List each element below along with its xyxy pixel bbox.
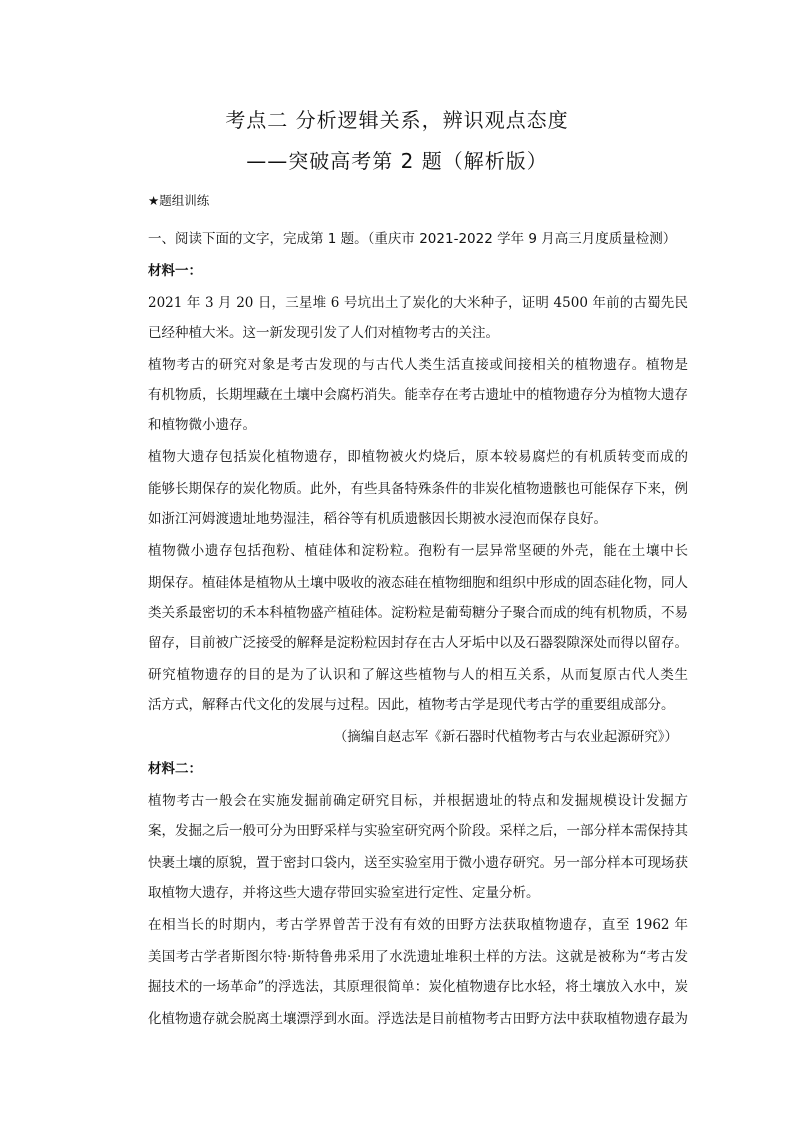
material2-line: 植物考古一般会在实施发掘前确定研究目标，并根据遗址的特点和发掘规模设计发掘方 <box>148 793 688 809</box>
material2-line: 快裹土壤的原貌，置于密封口袋内，送至实验室用于微小遗存研究。另一部分样本可现场获 <box>148 855 688 871</box>
material1-line: 留存，目前被广泛接受的解释是淀粉粒因封存在古人牙垢中以及石器裂隙深处而得以留存。 <box>148 635 688 651</box>
material1-line: 类关系最密切的禾本科植物盛产植硅体。淀粉粒是葡萄糖分子聚合而成的纯有机物质，不易 <box>148 605 688 621</box>
material2-line: 取植物大遗存，并将这些大遗存带回实验室进行定性、定量分析。 <box>148 885 540 901</box>
question-intro: 一、阅读下面的文字，完成第 1 题。（重庆市 2021-2022 学年 9 月高三月度质量检测） <box>148 231 677 247</box>
material2-line: 掘技术的一场革命”的浮选法，其原理很简单：炭化植物遗存比水轻，将土壤放入水中，炭 <box>148 979 688 995</box>
material1-line: 研究植物遗存的目的是为了认识和了解这些植物与人的相互关系，从而复原古代人类生 <box>148 667 688 683</box>
page-title: 考点二 分析逻辑关系，辨识观点态度 <box>225 108 569 132</box>
material1-line: 活方式，解释古代文化的发展与过程。因此，植物考古学是现代考古学的重要组成部分。 <box>148 697 675 713</box>
section-label: ★题组训练 <box>148 193 210 208</box>
material1-line: 能够长期保存的炭化物质。此外，有些具备特殊条件的非炭化植物遗骸也可能保存下来，例 <box>148 481 688 497</box>
material2-line: 化植物遗存就会脱离土壤漂浮到水面。浮选法是目前植物考古田野方法中获取植物遗存最为 <box>148 1011 688 1027</box>
material1-line: 期保存。植硅体是植物从土壤中吸收的液态硅在植物细胞和组织中形成的固态硅化物，同人 <box>148 575 688 591</box>
page-subtitle: ——突破高考第 2 题（解析版） <box>246 149 548 173</box>
material1-line: 植物考古的研究对象是考古发现的与古代人类生活直接或间接相关的植物遗存。植物是 <box>148 357 688 373</box>
material1-citation: （摘编自赵志军《新石器时代植物考古与农业起源研究》） <box>333 729 678 745</box>
material1-line: 有机物质，长期埋藏在土壤中会腐朽消失。能幸存在考古遗址中的植物遗存分为植物大遗存 <box>148 387 688 403</box>
material1-label: 材料一： <box>148 263 202 279</box>
material1-line: 如浙江河姆渡遗址地势湿洼，稻谷等有机质遗骸因长期被水浸泡而保存良好。 <box>148 511 607 527</box>
material2-line: 案，发掘之后一般可分为田野采样与实验室研究两个阶段。采样之后，一部分样本需保持其 <box>148 823 688 839</box>
material1-line: 植物微小遗存包括孢粉、植硅体和淀粉粒。孢粉有一层异常坚硬的外壳，能在土壤中长 <box>148 543 688 559</box>
material2-line: 美国考古学者斯图尔特·斯特鲁弗采用了水洗遗址堆积土样的方法。这就是被称为“考古发 <box>148 949 688 965</box>
material1-line: 2021 年 3 月 20 日，三星堆 6 号坑出土了炭化的大米种子，证明 4500 年前的古蜀先民 <box>148 295 688 311</box>
material1-line: 植物大遗存包括炭化植物遗存，即植物被火灼烧后，原本较易腐烂的有机质转变而成的 <box>148 449 688 465</box>
material1-line: 和植物微小遗存。 <box>148 417 256 433</box>
material2-label: 材料二： <box>148 761 202 777</box>
material2-line: 在相当长的时期内，考古学界曾苦于没有有效的田野方法获取植物遗存，直至 1962 年 <box>148 917 688 933</box>
material1-line: 已经种植大米。这一新发现引发了人们对植物考古的关注。 <box>148 325 499 341</box>
